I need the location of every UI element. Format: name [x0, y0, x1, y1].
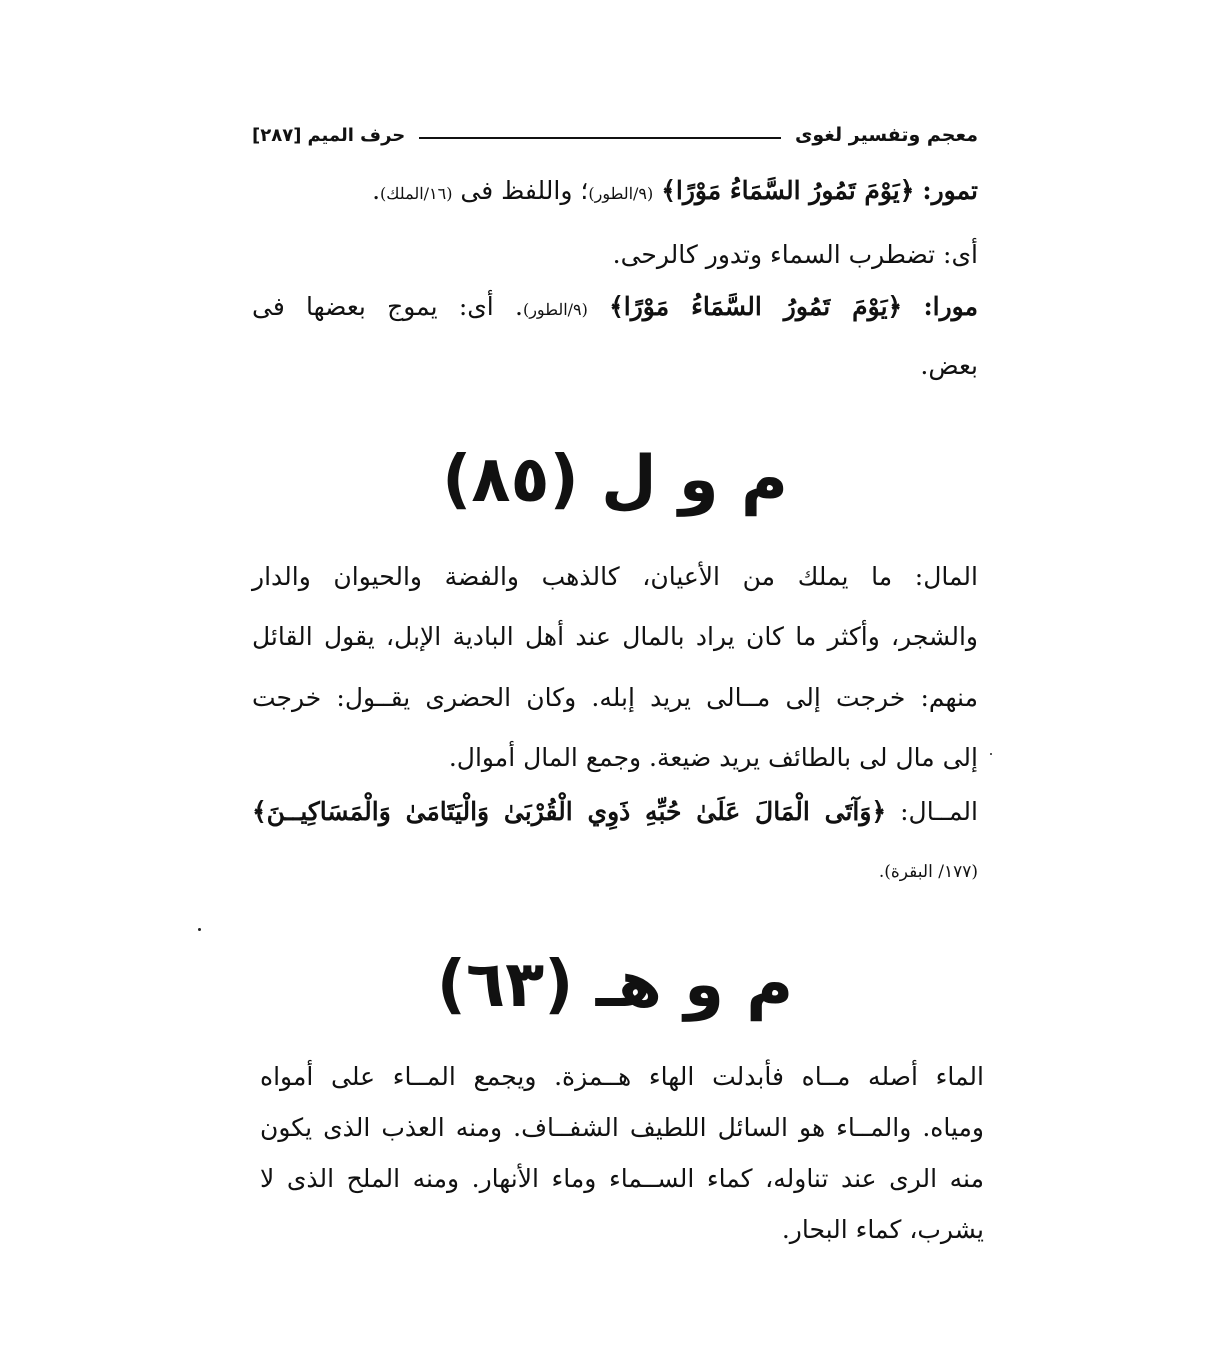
quran-quote: ﴿يَوْمَ تَمُورُ السَّمَاءُ مَوْرًا﴾ [609, 292, 903, 321]
paragraph-line: منه الرى عند تناوله، كماء الســماء وماء الأنهار. ومنه الملح الذى لا [260, 1164, 984, 1193]
entry-mawran-line [252, 290, 978, 327]
entry-mal-quote-line [252, 795, 978, 829]
entry-term: مورا: [923, 292, 978, 321]
section-title [252, 125, 405, 146]
verse-reference: (١٦/الملك) [380, 184, 453, 203]
root-heading-mwl: م و ل (٨٥) [442, 443, 788, 517]
entry-mawran-cont: بعض. [920, 351, 978, 380]
header-rule [419, 137, 781, 139]
quran-quote: ﴿يَوْمَ تَمُورُ السَّمَاءُ مَوْرًا﴾ [661, 176, 915, 205]
verse-reference: (٩/الطور) [522, 300, 588, 319]
entry-tamur-line [252, 174, 978, 211]
paragraph-line: منهم: خرجت إلى مــالى يريد إبله. وكان الحضرى يقــول: خرجت [252, 683, 978, 712]
paragraph-line: ومياه. والمــاء هو السائل اللطيف الشفــاف. ومنه العذب الذى يكون [260, 1113, 984, 1142]
entry-tamur-gloss: أى: تضطرب السماء وتدور كالرحى. [612, 240, 978, 269]
quran-quote: ﴿وَآتَى الْمَالَ عَلَىٰ حُبِّهِ ذَوِي الْقُرْبَىٰ وَالْيَتَامَىٰ وَالْمَسَاكِيــنَ﴾ [252, 797, 887, 826]
paragraph-line: يشرب، كماء البحار. [781, 1215, 984, 1244]
entry-end: . [372, 176, 381, 205]
verse-reference: (١٧٧/ البقرة). [878, 862, 978, 882]
page-number: [٢٨٧] [252, 125, 302, 146]
entry-text: . أى: يموج بعضها فى [252, 292, 523, 321]
verse-reference: (٩/الطور) [588, 184, 654, 203]
book-title: معجم وتفسير لغوى [794, 124, 978, 146]
paragraph-line: إلى مال لى بالطائف يريد ضيعة. وجمع المال أموال. [448, 743, 978, 772]
running-header [252, 112, 978, 146]
entry-term: المــال: [900, 797, 978, 826]
root-heading-mwh: م و هـ (٦٣) [436, 948, 794, 1022]
entry-text: ؛ واللفظ فى [460, 176, 589, 205]
paragraph-line: والشجر، وأكثر ما كان يراد بالمال عند أهل البادية الإبل، يقول القائل [252, 622, 978, 651]
paragraph-line: الماء أصله مــاه فأبدلت الهاء هــمزة. ويجمع المــاء على أمواه [260, 1062, 984, 1091]
scan-speck [990, 753, 992, 755]
paragraph-line: المال: ما يملك من الأعيان، كالذهب والفضة والحيوان والدار [252, 562, 978, 591]
entry-term: تمور: [922, 176, 978, 205]
scan-speck [198, 928, 201, 931]
section-name: حرف الميم [307, 125, 406, 146]
